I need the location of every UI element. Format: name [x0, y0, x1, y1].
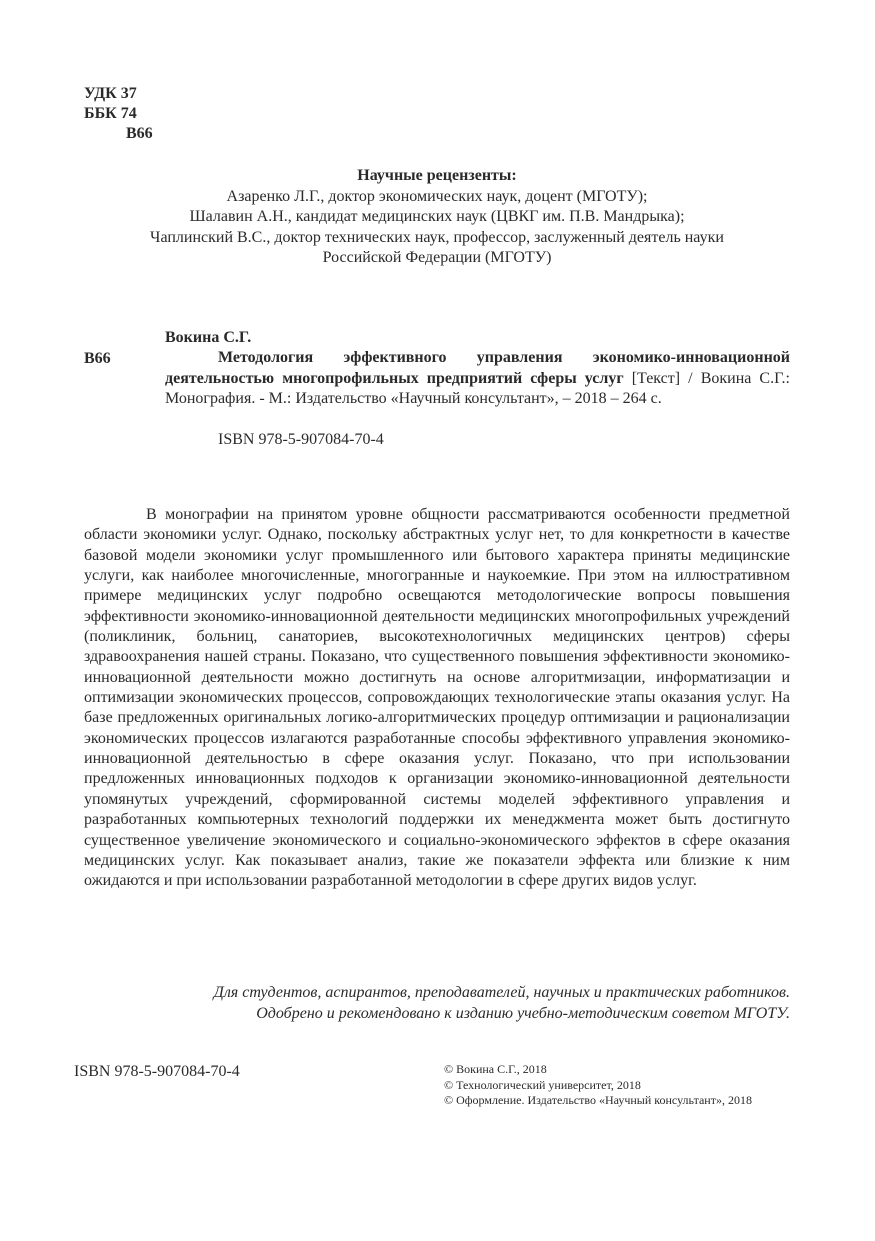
reviewers-heading: Научные рецензенты: [357, 167, 517, 184]
bib-title: Методология эффективного управления экономико-инновационной деятельностью многопрофильных предприятий сферы услуг [165, 349, 790, 387]
bib-code: В66 [84, 350, 111, 367]
bib-author: Вокина С.Г. [165, 329, 252, 346]
abstract-paragraph: В монографии на принятом уровне общности рассматриваются особенности предметной области экономики услуг. Однако, поскольку абстрактных услуг нет, то для конкретности в качестве базовой модели экономики услуг промышленного или бытового характера приняты медицинские услуги, как наиболее многочисленные, многогранные и наукоемкие. При этом на иллюстративном примере медицинских услуг подробно освещаются методологические вопросы повышения эффективности экономико-инновационной деятельности медицинских многопрофильных учреждений (поликлиник, больниц, санаториев, высокотехнологичных медицинских центров) сферы здравоохранения нашей страны. Показано, что существенного повышения эффективности экономико-инновационной деятельности можно достигнуть на основе алгоритмизации, информатизации и оптимизации экономических процессов, сопровождающих технологические этапы оказания услуг. На базе предложенных оригинальных логико-алгоритмических процедур оптимизации и рационализации экономических процессов излагаются разработанные способы эффективного управления экономико-инновационной деятельностью в сфере оказания услуг. Показано, что при использовании предложенных инновационных подходов к организации экономико-инновационной деятельности упомянутых учреждений, сформированной системы моделей эффективного управления и разработанных компьютерных технологий поддержки их менеджмента может быть достигнуто существенное увеличение экономического и социально-экономического эффектов в сфере оказания медицинских услуг. Как показывает анализ, такие же показатели эффекта или близкие к ним ожидаются и при использовании разработанной методологии в сфере других видов услуг. [84, 506, 790, 890]
copyright-line: © Технологический университет, 2018 [444, 1077, 641, 1092]
reviewer-line: Российской Федерации (МГОТУ) [322, 249, 552, 267]
copyright-block [444, 1062, 752, 1109]
bib-isbn: ISBN 978-5-907084-70-4 [218, 431, 384, 448]
classification-codes [84, 84, 153, 144]
audience-note [84, 983, 790, 1024]
reviewer-line: Азаренко Л.Г., доктор экономических наук, доцент (МГОТУ); [226, 187, 648, 205]
udk-code: УДК 37 [84, 85, 137, 102]
copyright-line: © Оформление. Издательство «Научный консультант», 2018 [444, 1093, 752, 1107]
bib-details: [Текст] / Вокина С.Г.: Монография. - М.: Издательство «Научный консультант», – 2018 – 264 с. [165, 369, 790, 408]
footer-isbn: ISBN 978-5-907084-70-4 [74, 1063, 240, 1080]
bib-description [165, 348, 790, 410]
author-mark: В66 [126, 125, 153, 142]
audience-line: Для студентов, аспирантов, преподавателей, научных и практических работников. [213, 984, 790, 1001]
reviewer-line: Шалавин А.Н., кандидат медицинских наук (ЦВКГ им. П.В. Мандрыка); [189, 208, 685, 226]
reviewers-block [84, 166, 790, 269]
reviewer-line: Чаплинский В.С., доктор технических наук, профессор, заслуженный деятель науки [150, 228, 724, 246]
bbk-code: ББК 74 [84, 105, 137, 122]
copyright-line: © Вокина С.Г., 2018 [444, 1062, 547, 1076]
approval-line: Одобрено и рекомендовано к изданию учебно-методическим советом МГОТУ. [256, 1004, 790, 1022]
